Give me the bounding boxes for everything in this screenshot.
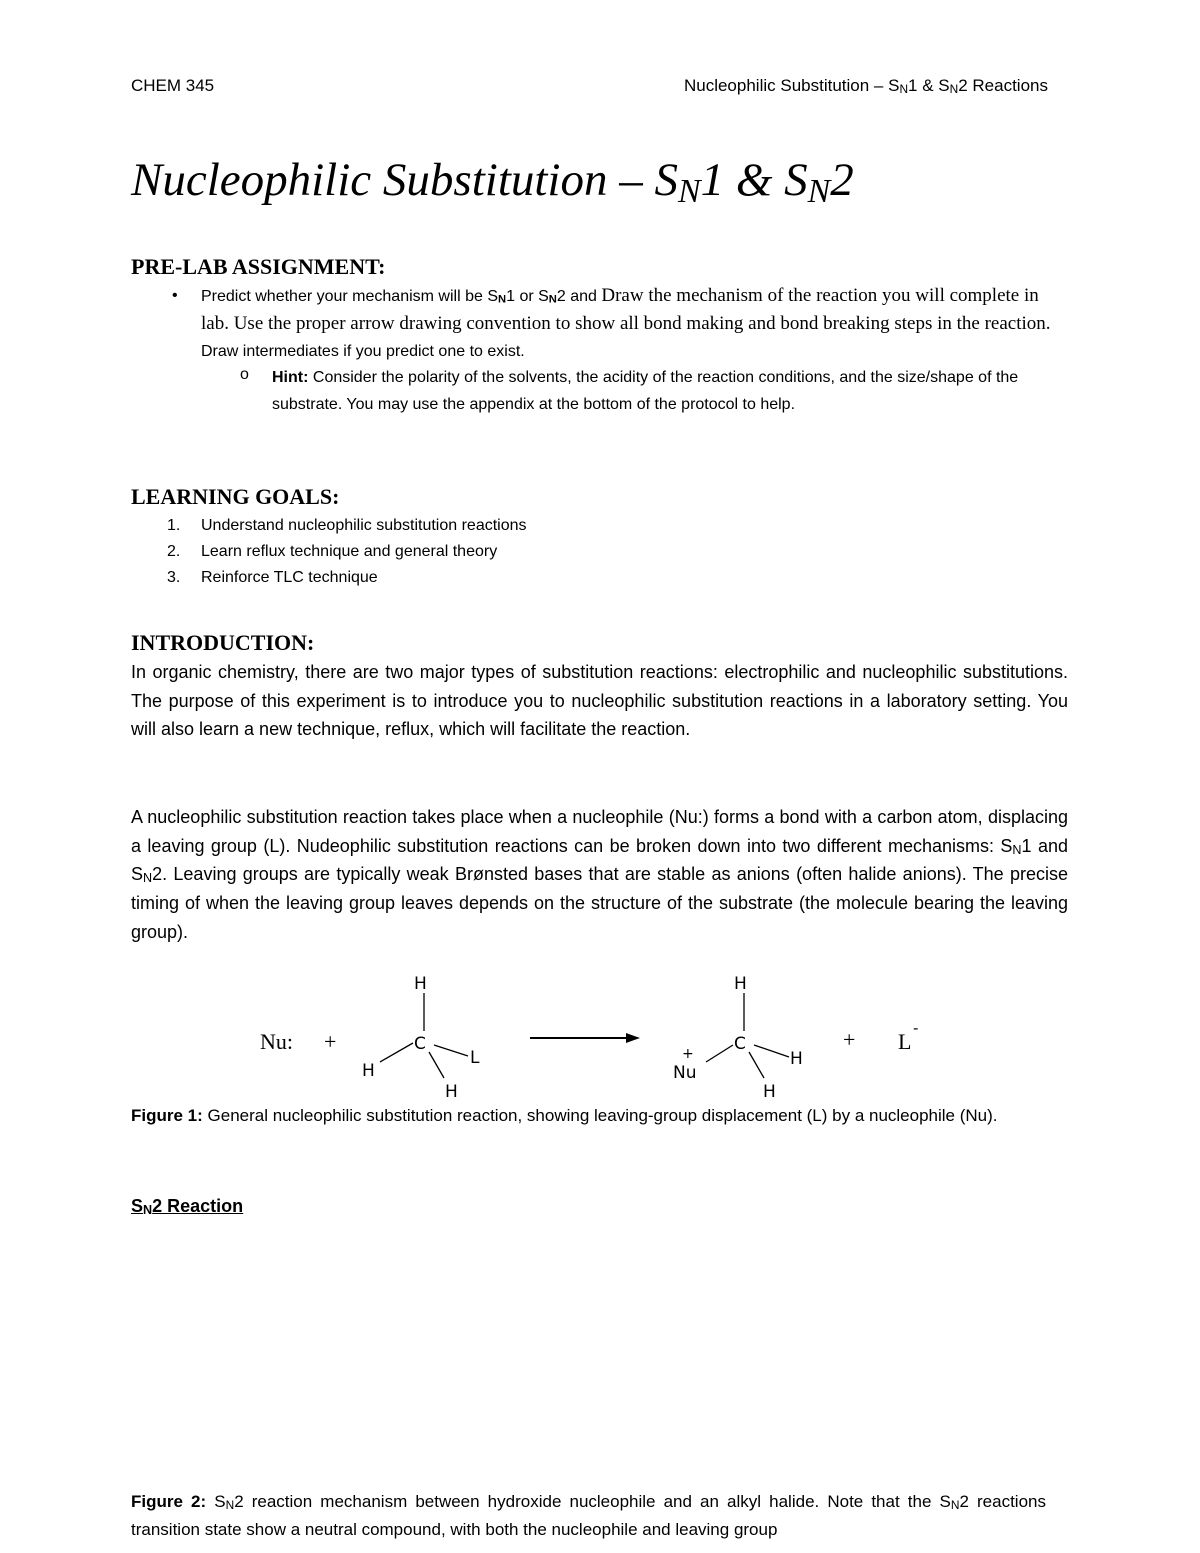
learning-goals-heading: LEARNING GOALS: (131, 484, 340, 509)
bond-line (380, 1043, 413, 1062)
list-item: 3. Reinforce TLC technique (167, 569, 378, 586)
bond-line (749, 1052, 764, 1078)
prelab-instruction: Predict whether your mechanism will be $S_N1$ or $S_N2$ and Draw the mechanism of the reaction you will complete in lab. Use the proper arrow drawing convention to show all bond making and bond breaking steps in the reaction. Draw intermediates if you predict one to exist. (201, 285, 1051, 360)
bullet-icon: • (172, 287, 178, 304)
figure-2-caption: Figure 2: $S_N2$ reaction mechanism between hydroxide nucleophile and an alkyl halide. Note that the $S_N2$ reactions transition state show a neutral compound, with both the nucleophile and leaving group (131, 1492, 1046, 1539)
introduction-heading: INTRODUCTION: (131, 630, 315, 655)
atom-h: H (414, 974, 427, 994)
prelab-heading: PRE-LAB ASSIGNMENT: (131, 254, 386, 279)
atom-l: L (470, 1048, 480, 1068)
atom-c: C (734, 1034, 746, 1054)
reaction-scheme-figure (240, 965, 960, 1107)
negative-charge: - (913, 1019, 919, 1037)
list-item: 1. Understand nucleophilic substitution reactions (167, 517, 527, 534)
bond-line (754, 1045, 789, 1057)
atom-h: H (362, 1061, 375, 1081)
header-course: CHEM 345 (131, 76, 215, 95)
arrowhead-icon (626, 1033, 640, 1043)
figure-1-caption: Figure 1: General nucleophilic substitution reaction, showing leaving-group displacement (L) by a nucleophile (Nu). (131, 1106, 998, 1125)
positive-charge: + (682, 1046, 694, 1062)
sub-bullet-icon: o (240, 366, 249, 383)
list-item: 2. Learn reflux technique and general theory (167, 543, 498, 560)
nucleophile-label: Nu: (260, 1029, 293, 1054)
atom-h: H (445, 1082, 458, 1102)
atom-nu: Nu (673, 1063, 697, 1083)
plus-sign: + (324, 1029, 337, 1054)
bond-line (706, 1045, 733, 1062)
plus-sign: + (843, 1027, 856, 1052)
page-title: Nucleophilic Substitution – $S_N1$ & $S_N2$ (131, 154, 854, 210)
bond-line (429, 1052, 444, 1078)
atom-h: H (790, 1049, 803, 1069)
learning-goals-list (131, 513, 527, 591)
leaving-group-label: L (898, 1029, 912, 1054)
atom-h: H (734, 974, 747, 994)
bond-line (434, 1045, 468, 1056)
intro-paragraph-1: In organic chemistry, there are two major types of substitution reactions: electrophilic and nucleophilic substitutions. The purpose of this experiment is to introduce you to nucleophilic substitution reactions in a laboratory setting. You will also learn a new technique, reflux, which will facilitate the reaction. (131, 662, 1068, 740)
sn2-section-heading: $S_N2$ Reaction (131, 1196, 244, 1217)
atom-c: C (414, 1034, 426, 1054)
prelab-hint: Hint: Consider the polarity of the solvents, the acidity of the reaction conditions, and the size/shape of the substrate. You may use the appendix at the bottom of the protocol to help. (272, 369, 1019, 413)
header-running-title: Nucleophilic Substitution – $S_N1$ & $S_N2$ Reactions (683, 76, 1048, 96)
intro-paragraph-2: A nucleophilic substitution reaction takes place when a nucleophile (Nu:) forms a bond with a carbon atom, displacing a leaving group (L). Nudeophilic substitution reactions can be broken down into two different mechanisms: $S_N1$ and $S_N2$. Leaving groups are typically weak Brønsted bases that are stable as anions (often halide anions). The precise timing of when the leaving group leaves depends on the structure of the substrate (the molecule bearing the leaving group). (131, 807, 1068, 942)
atom-h: H (763, 1082, 776, 1102)
